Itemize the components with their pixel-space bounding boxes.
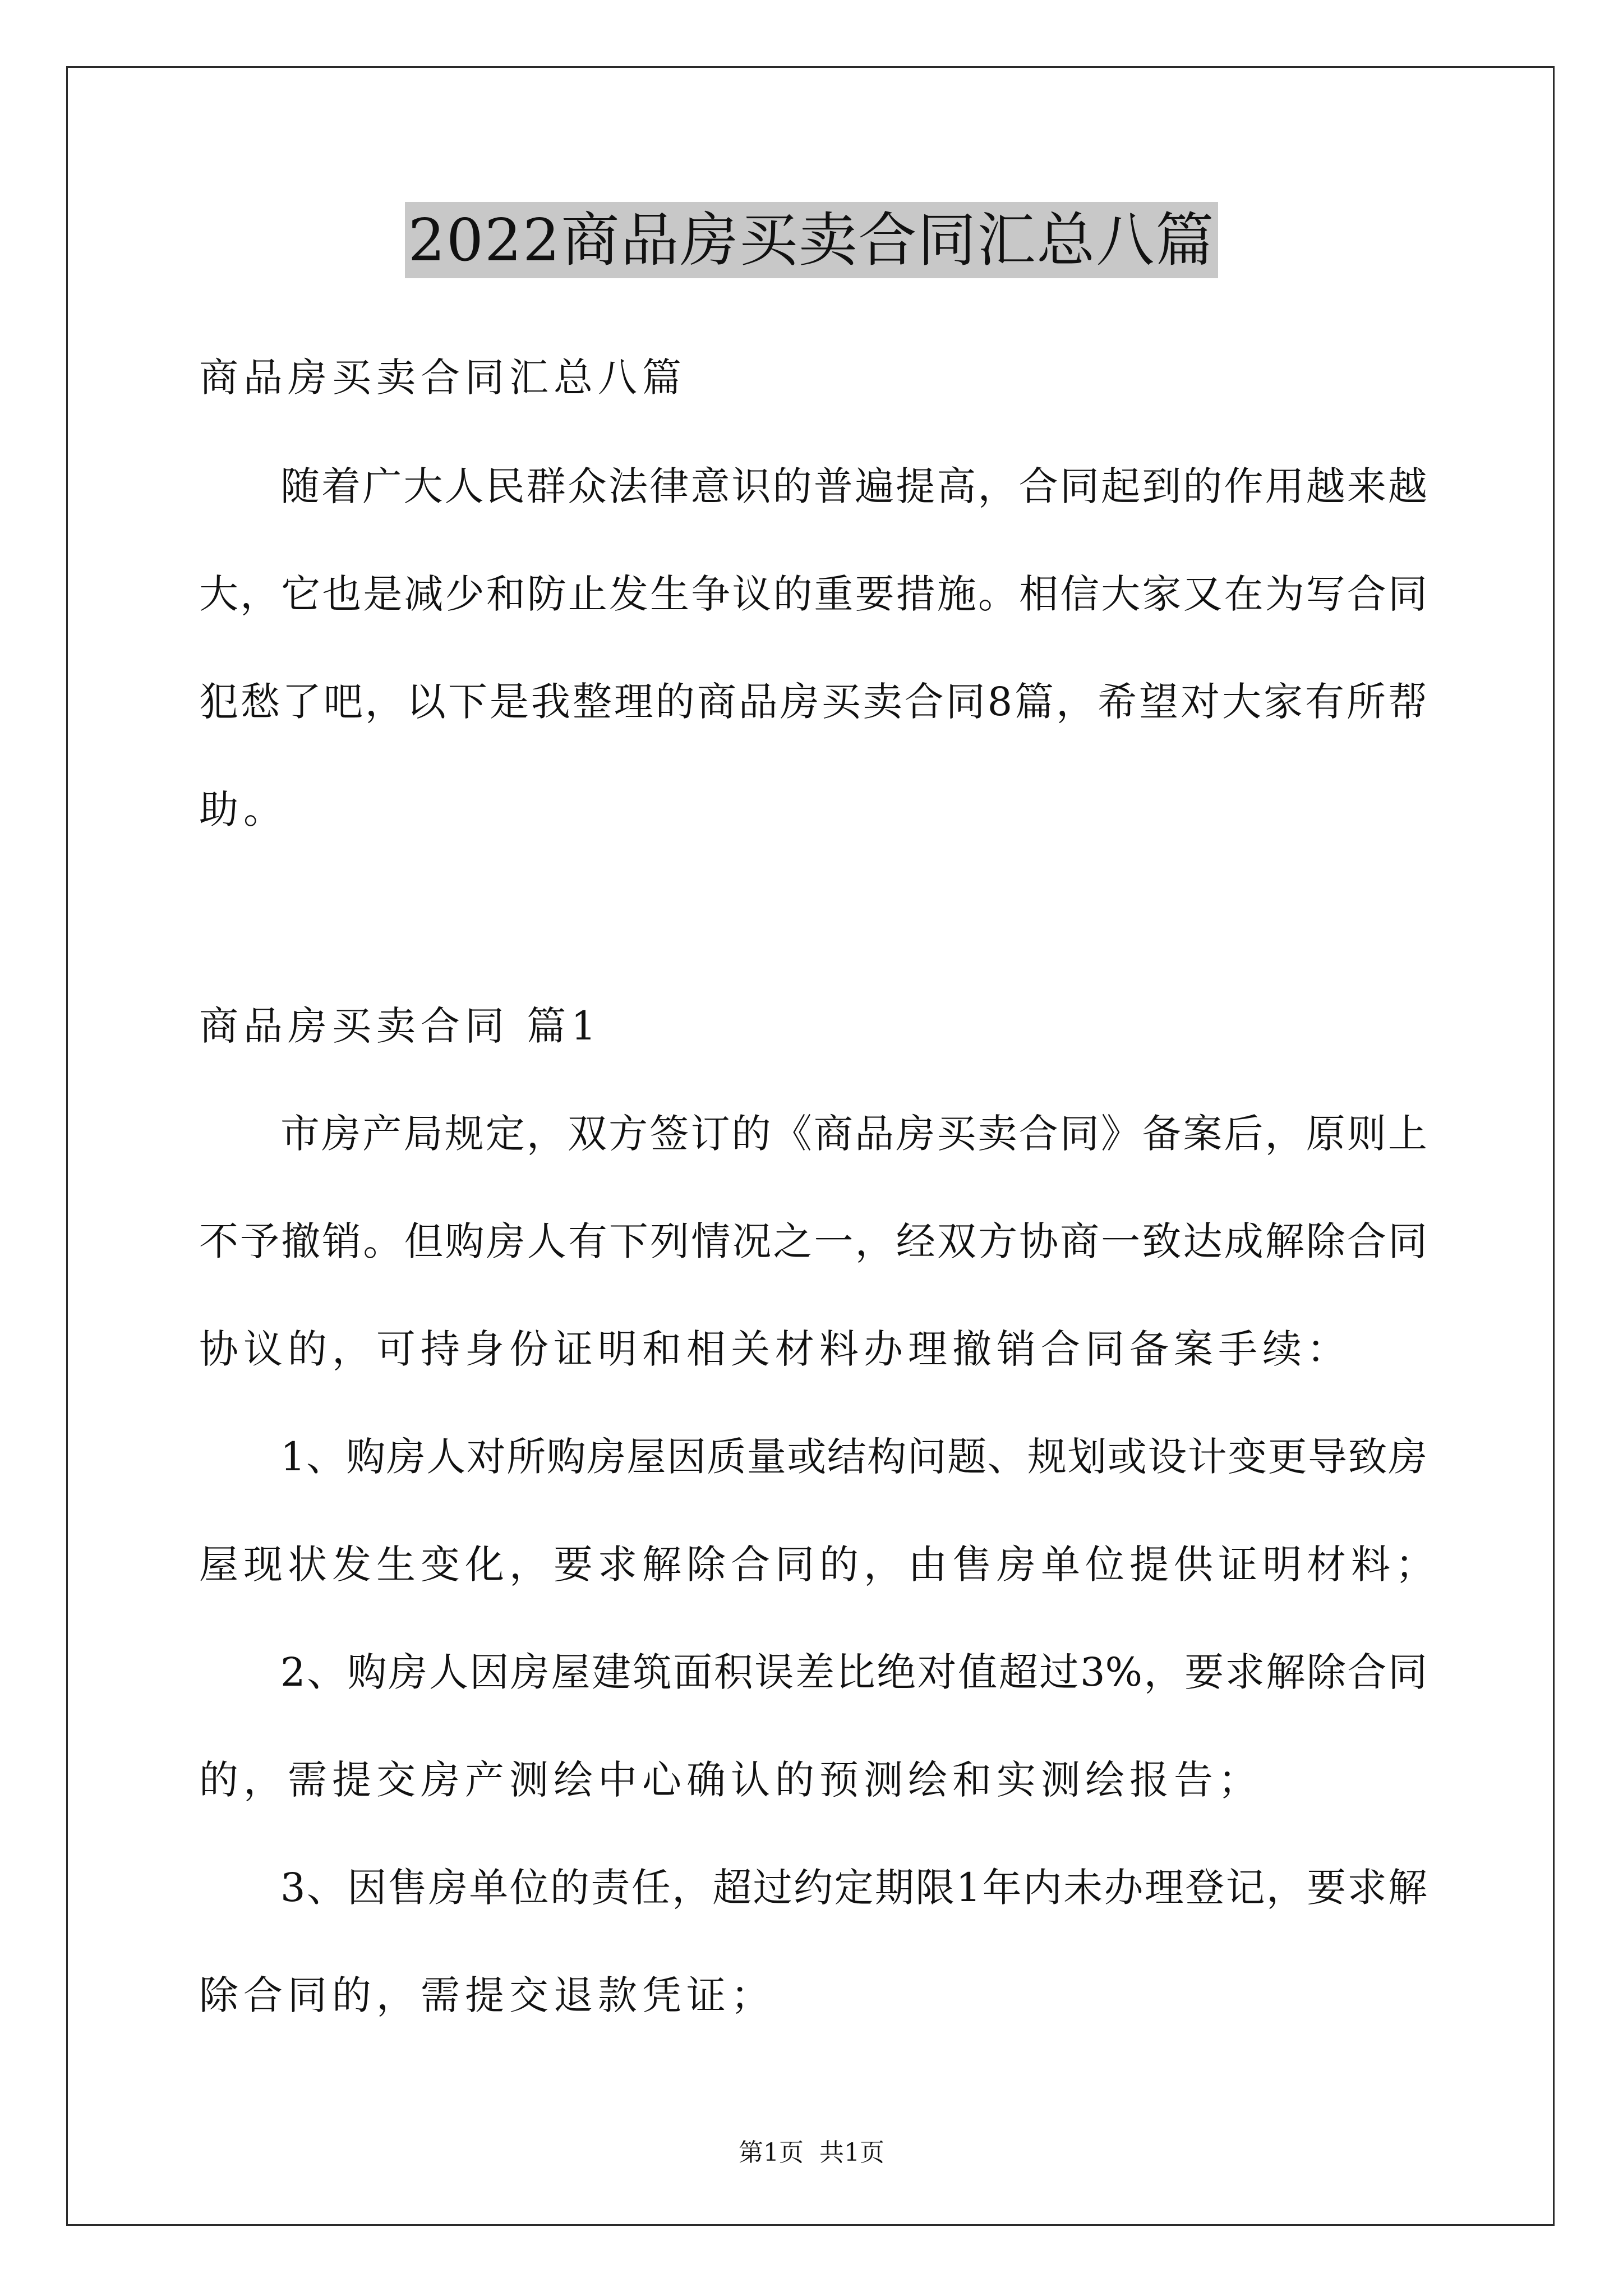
page-number: 第1页 [739, 2138, 804, 2167]
page-footer [0, 2137, 1623, 2169]
section-line: 3、因售房单位的责任，超过约定期限1年内未办理登记，要求解 [280, 1865, 1427, 1911]
document-title: 2022商品房买卖合同汇总八篇 [405, 202, 1219, 278]
page-total: 共1页 [819, 2138, 884, 2167]
intro-line: 大，它也是减少和防止发生争议的重要措施。相信大家又在为写合同 [199, 571, 1427, 617]
section-line: 屋现状发生变化，要求解除合同的，由售房单位提供证明材料； [199, 1542, 1440, 1588]
intro-line: 助。 [199, 786, 288, 832]
intro-line: 犯愁了吧，以下是我整理的商品房买卖合同8篇，希望对大家有所帮 [199, 679, 1427, 725]
title-container [0, 202, 1623, 278]
section-line: 2、购房人因房屋建筑面积误差比绝对值超过3%，要求解除合同 [280, 1649, 1427, 1695]
subtitle: 商品房买卖合同汇总八篇 [199, 355, 686, 401]
section-line: 不予撤销。但购房人有下列情况之一，经双方协商一致达成解除合同 [199, 1218, 1427, 1264]
section-line: 1、购房人对所购房屋因质量或结构问题、规划或设计变更导致房 [280, 1434, 1427, 1480]
section-line: 协议的，可持身份证明和相关材料办理撤销合同备案手续： [199, 1326, 1351, 1372]
section-line: 除合同的，需提交退款凭证； [199, 1972, 775, 2018]
section-line: 市房产局规定，双方签订的《商品房买卖合同》备案后，原则上 [280, 1111, 1427, 1157]
section-heading: 商品房买卖合同 篇1 [199, 1003, 601, 1049]
section-line: 的，需提交房产测绘中心确认的预测绘和实测绘报告； [199, 1757, 1262, 1803]
intro-line: 随着广大人民群众法律意识的普遍提高，合同起到的作用越来越 [280, 463, 1427, 509]
